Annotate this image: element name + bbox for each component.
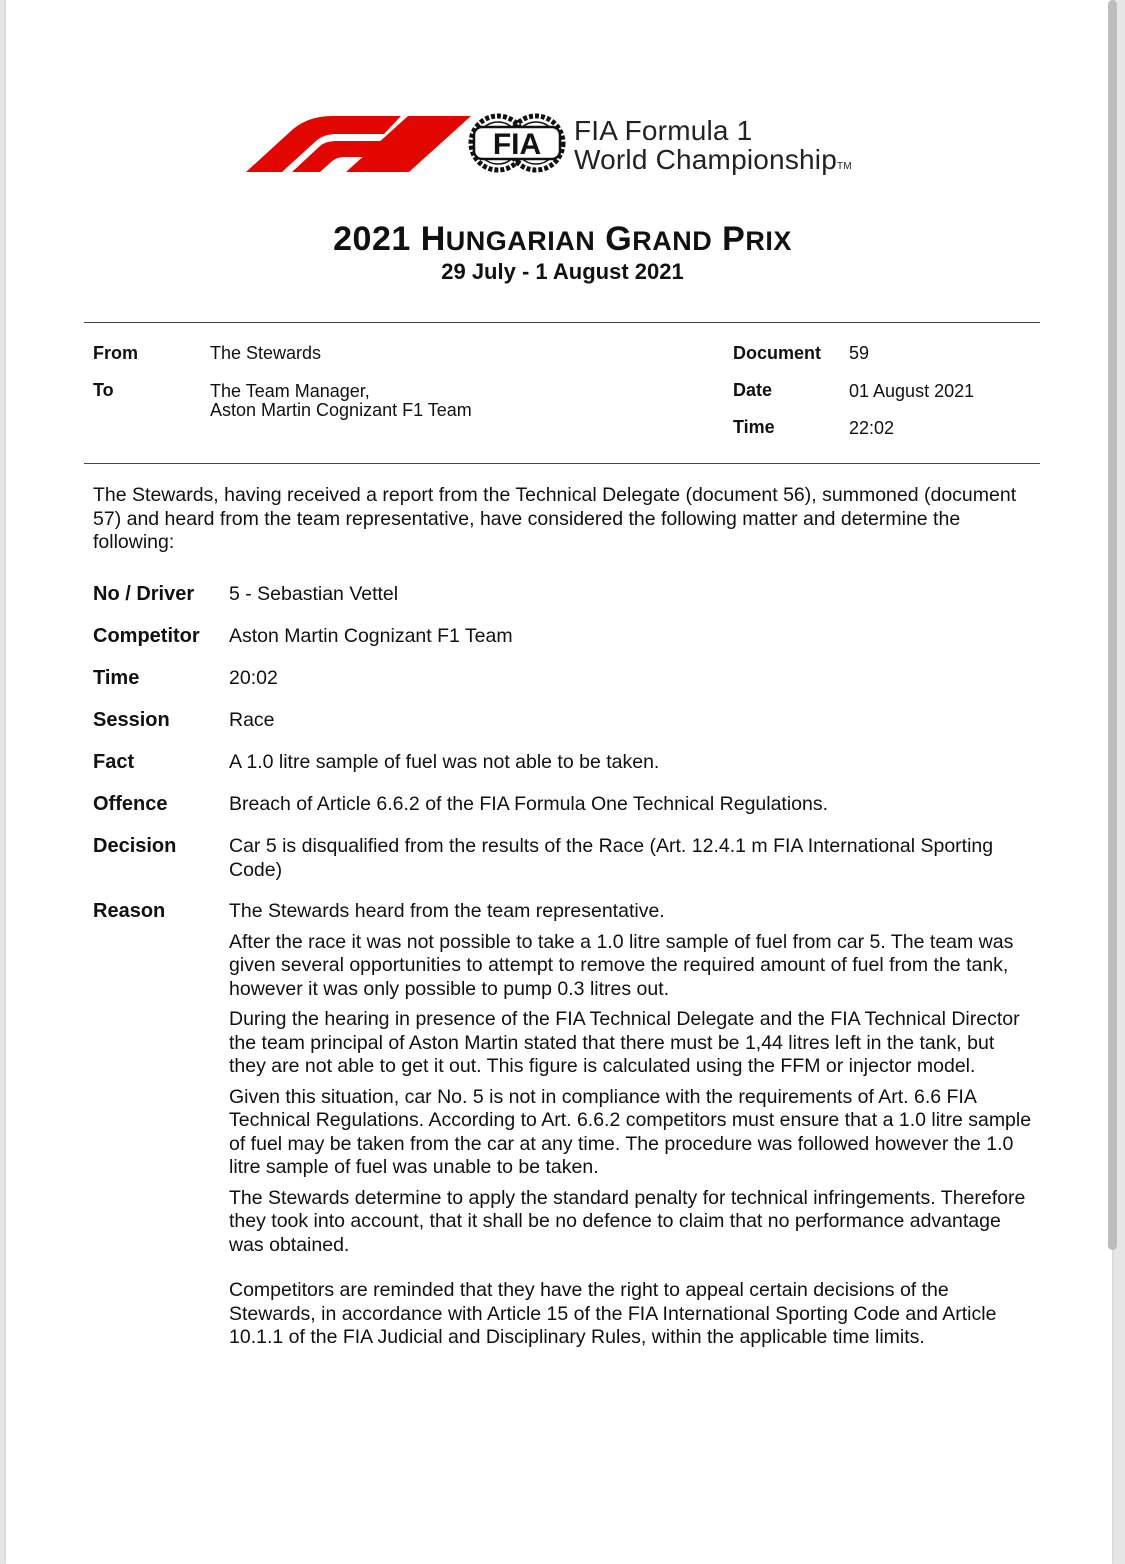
svg-text:FIA: FIA (492, 128, 542, 161)
fact-label: Fact (93, 751, 135, 773)
reason-body (229, 900, 1034, 1357)
time-value: 22:02 (849, 418, 895, 438)
decision-label: Decision (93, 835, 177, 857)
date-value: 01 August 2021 (849, 381, 975, 401)
session-label: Session (93, 709, 170, 731)
document-value: 59 (849, 343, 870, 363)
session-value: Race (229, 709, 275, 731)
competitor-label: Competitor (93, 625, 200, 647)
to-value (210, 382, 472, 420)
driver-label: No / Driver (93, 583, 195, 605)
logo-line-1: FIA Formula 1 (574, 115, 753, 146)
document-page (6, 0, 1112, 1564)
divider-top (84, 322, 1040, 323)
event-title-text: 2021 HUNGARIAN GRAND PRIX (333, 220, 792, 258)
reason-paragraph-1: The Stewards heard from the team representative. (229, 900, 665, 922)
event-dates: 29 July - 1 August 2021 (441, 259, 684, 284)
incident-time-label: Time (93, 667, 140, 689)
incident-time-value: 20:02 (229, 667, 278, 689)
divider-bottom (84, 463, 1040, 464)
championship-logo-text (574, 116, 852, 181)
competitor-value: Aston Martin Cognizant F1 Team (229, 625, 513, 647)
to-value-line1: The Team Manager, (210, 381, 370, 401)
event-title (0, 220, 1125, 259)
f1-logo-icon (246, 112, 471, 174)
driver-value: 5 - Sebastian Vettel (229, 583, 399, 605)
from-value: The Stewards (210, 343, 322, 363)
logo-tm: TM (836, 161, 852, 172)
reason-paragraph-3: During the hearing in presence of the FIA Technical Delegate and the FIA Technical Director the team principal of Aston Martin stated that there must be 1,44 litres left in the tank, but they are not able to get it out. This figure is calculated using the FFM or injector model. (229, 1008, 1020, 1077)
reason-label: Reason (93, 900, 166, 922)
offence-value: Breach of Article 6.6.2 of the FIA Formula One Technical Regulations. (229, 793, 829, 815)
logo-line-2: World Championship (574, 144, 837, 175)
time-label: Time (733, 417, 775, 437)
to-value-line2: Aston Martin Cognizant F1 Team (210, 400, 472, 420)
reason-paragraph-2: After the race it was not possible to take a 1.0 litre sample of fuel from car 5. The team was given several opportunities to attempt to remove the required amount of fuel from the tank, however it was only possible to pump 0.3 litres out. (229, 930, 1014, 1000)
to-label: To (93, 380, 114, 400)
appeal-paragraph: Competitors are reminded that they have the right to appeal certain decisions of the Stewards, in accordance with Article 15 of the FIA International Sporting Code and Article 10.1.1 of the FIA Judicial and Disciplinary Rules, within the applicable time limits. (229, 1279, 997, 1348)
offence-label: Offence (93, 793, 168, 815)
from-label: From (93, 343, 138, 363)
fia-logo-icon (468, 108, 568, 178)
date-label: Date (733, 380, 773, 400)
decision-value: Car 5 is disqualified from the results of the Race (Art. 12.4.1 m FIA International Sporting Code) (229, 835, 994, 881)
document-label: Document (733, 343, 822, 363)
fact-value: A 1.0 litre sample of fuel was not able to be taken. (229, 751, 660, 773)
scrollbar[interactable] (1108, 0, 1117, 1250)
intro-paragraph: The Stewards, having received a report from the Technical Delegate (document 56), summoned (document 57) and heard from the team representative, have considered the following matter and determine the following: (93, 484, 1017, 553)
reason-paragraph-4: Given this situation, car No. 5 is not in compliance with the requirements of Art. 6.6 FIA Technical Regulations. According to Art. 6.6.2 competitors must ensure that a 1.0 litre sample of fuel may be taken from the car at any time. The procedure was followed however the 1.0 litre sample of fuel was unable to be taken. (229, 1085, 1032, 1178)
reason-paragraph-5: The Stewards determine to apply the standard penalty for technical infringements. Therefore they took into account, that it shall be no defence to claim that no performance advantage was obtained. (229, 1186, 1026, 1256)
